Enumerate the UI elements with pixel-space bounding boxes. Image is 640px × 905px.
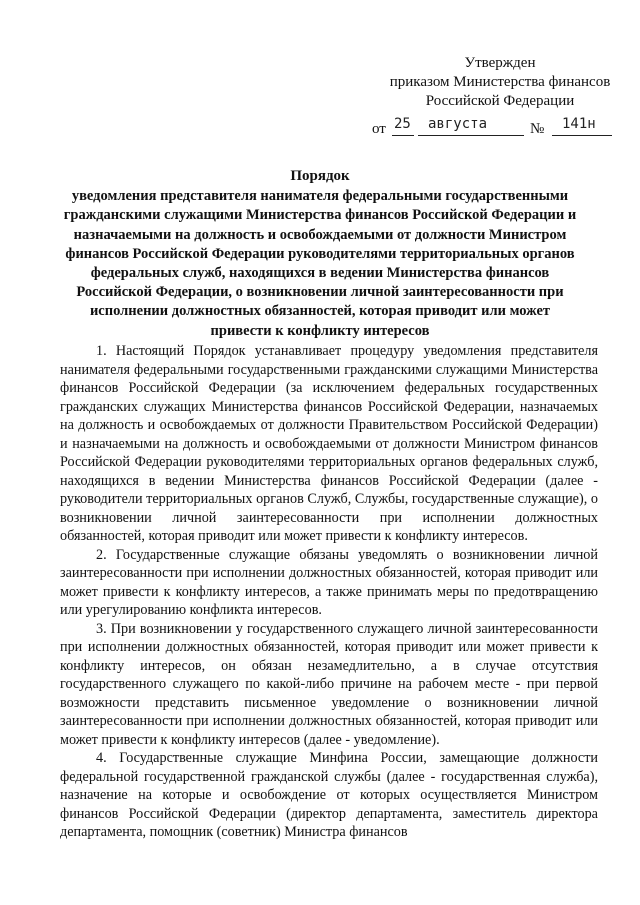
approval-block xyxy=(380,54,620,111)
document-title xyxy=(60,167,580,341)
order-day: 25 xyxy=(394,116,411,132)
order-month-underline xyxy=(418,135,524,136)
order-month: августа xyxy=(428,116,488,132)
title-heading: Порядок xyxy=(290,168,350,184)
order-date-number xyxy=(372,116,622,138)
title-subtitle: уведомления представителя нанимателя федеральными государственными гражданскими служащими Министерства финансов Российской Федерации и назначаемыми на должность и освобождаемыми от должности Министром финансов Российской Федерации руководителями территориальных органов федеральных служб, находящихся в ведении Министерства финансов Российской Федерации, о возникновении личной заинтересованности при исполнении должностных обязанностей, которая приводит или может привести к конфликту интересов xyxy=(63,188,577,339)
order-from-label: от xyxy=(372,121,386,137)
order-number-underline xyxy=(552,135,612,136)
document-body xyxy=(60,342,598,842)
approval-line-federation: Российской Федерации xyxy=(425,93,575,109)
paragraph-2: 2. Государственные служащие обязаны уведомлять о возникновении личной заинтересованности при исполнении должностных обязанностей, которая приводит или может привести к конфликту интересов, а также принимать меры по предотвращению или урегулированию конфликта интересов. xyxy=(60,546,598,618)
order-number-label: № xyxy=(530,121,545,137)
approval-line-approved: Утвержден xyxy=(464,55,536,71)
paragraph-3: 3. При возникновении у государственного служащего личной заинтересованности при исполнении должностных обязанностей, которая приводит или может привести к конфликту интересов, он обязан незамедлительно, а в случае отсутствия государственного служащего по какой-либо причине на рабочем месте - при первой возможности представить письменное уведомление о возникновении личной заинтересованности при исполнении должностных обязанностей, которая приводит или может привести к конфликту интересов (далее - уведомление). xyxy=(60,620,598,748)
order-day-underline xyxy=(392,135,414,136)
approval-line-order: приказом Министерства финансов xyxy=(389,74,611,90)
paragraph-4: 4. Государственные служащие Минфина России, замещающие должности федеральной государственной гражданской службы (далее - государственная служба), назначение на которые и освобождение от которых осуществляется Министром финансов Российской Федерации (директор департамента, заместитель директора департамента, помощник (советник) Министра финансов xyxy=(60,750,598,840)
order-number: 141н xyxy=(562,116,596,132)
paragraph-1: 1. Настоящий Порядок устанавливает процедуру уведомления представителя нанимателя федеральными государственными гражданскими служащими Министерства финансов Российской Федерации (за исключением федеральных государственных гражданских служащих Министерства финансов Российской Федерации, назначаемых на должность и освобождаемых от должности Правительством Российской Федерации) и назначаемыми на должность и освобождаемыми от должности Министром финансов Российской Федерации руководителями территориальных органов федеральных служб, находящихся в ведении Министерства финансов Российской Федерации (далее - руководители территориальных органов Служб, Службы, государственные служащие), о возникновении личной заинтересованности при исполнении должностных обязанностей, которая приводит или может привести к конфликту интересов. xyxy=(60,343,598,544)
